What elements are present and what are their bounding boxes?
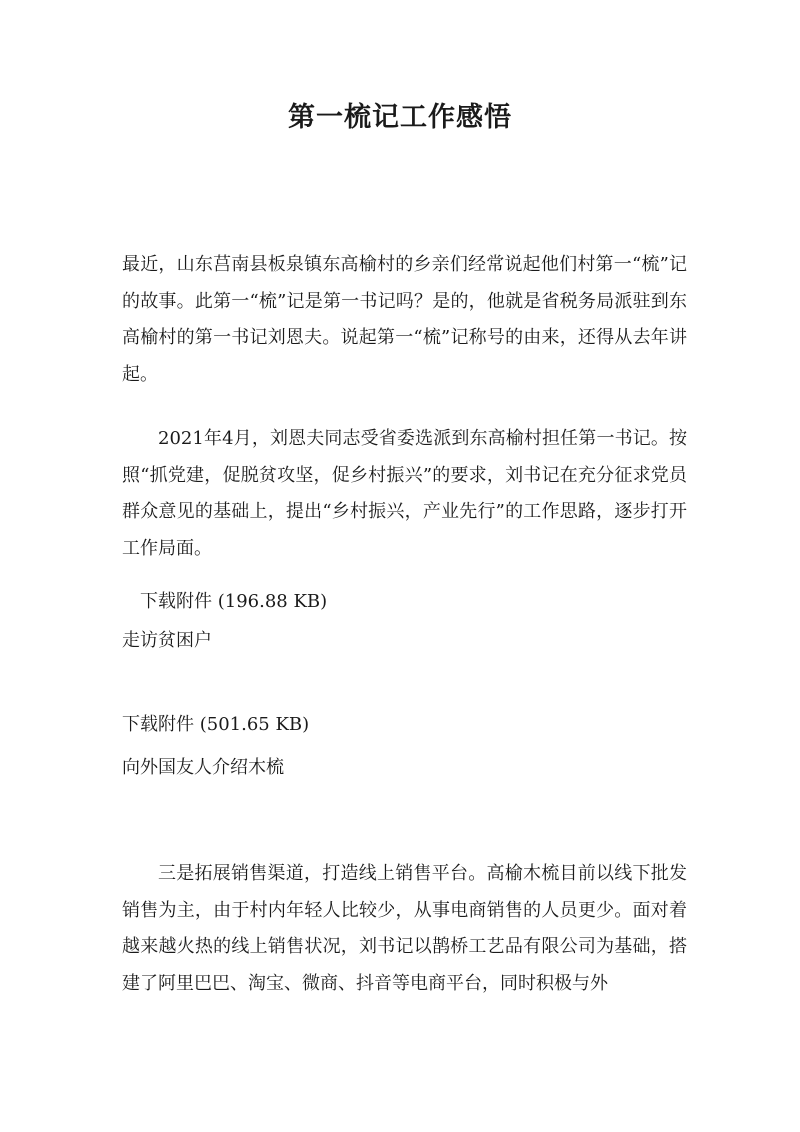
attachment-caption: 走访贫困户 [122, 630, 212, 651]
document-title: 第一梳记工作感悟 [288, 102, 512, 133]
attachment-caption: 向外国友人介绍木梳 [122, 757, 284, 778]
attachment-download-link[interactable]: 下载附件 (196.88 KB) [140, 591, 328, 612]
attachment-download-link[interactable]: 下载附件 (501.65 KB) [122, 714, 310, 735]
paragraph-background: 2021年4月，刘恩夫同志受省委选派到东高榆村担任第一书记。按照“抓党建，促脱贫攻坚，促乡村振兴”的要求，刘书记在充分征求党员群众意见的基础上，提出“乡村振兴，产业先行”的工作思路，逐步打开工作局面。 [122, 428, 687, 559]
paragraph-sales-channels: 三是拓展销售渠道，打造线上销售平台。高榆木梳目前以线下批发销售为主，由于村内年轻人比较少，从事电商销售的人员更少。面对着越来越火热的线上销售状况，刘书记以鹊桥工艺品有限公司为基础，搭建了阿里巴巴、淘宝、微商、抖音等电商平台，同时积极与外 [122, 863, 687, 994]
paragraph-intro: 最近，山东莒南县板泉镇东高榆村的乡亲们经常说起他们村第一“梳”记的故事。此第一“梳”记是第一书记吗？是的，他就是省税务局派驻到东高榆村的第一书记刘恩夫。说起第一“梳”记称号的由来，还得从去年讲起。 [122, 254, 687, 385]
